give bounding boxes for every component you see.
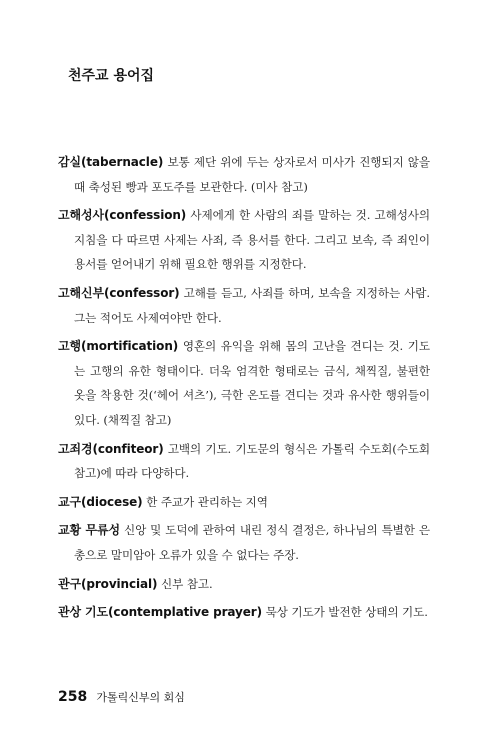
glossary-definition: 보통 제단 위에 두는 상자로서 미사가 진행되지 않을 때 축성된 빵과 포도주를 보관한다. (미사 참고) (74, 155, 430, 194)
glossary-definition: 묵상 기도가 발전한 상태의 기도. (262, 605, 428, 620)
glossary-definition: 영혼의 유익을 위해 몸의 고난을 견디는 것. 기도는 고행의 유한 형태이다. 더욱 엄격한 형태로는 금식, 채찍질, 불편한 옷을 착용한 것(‘헤어 셔츠’), 극한 온도를 견디는 것과 유사한 행위들이 있다. (채찍질 참고) (74, 339, 430, 427)
glossary-term: 감실(tabernacle) (58, 155, 164, 169)
glossary-definition: 신부 참고. (157, 576, 213, 591)
page-header-title: 천주교 용어집 (68, 68, 155, 84)
glossary-definition: 한 주교가 관리하는 지역 (142, 494, 268, 509)
glossary-definition: 사제에게 한 사람의 죄를 말하는 것. 고해성사의 지침을 다 따르면 사제는 사죄, 즉 용서를 한다. 그리고 보속, 즉 죄인이 용서를 얻어내기 위해 필요한 행위를 지정한다. (74, 208, 430, 272)
book-title: 가톨릭신부의 회심 (96, 691, 185, 704)
page-footer (58, 686, 185, 705)
glossary-term: 관구(provincial) (58, 576, 158, 591)
glossary-entry (58, 518, 430, 567)
glossary-definition: 신앙 및 도덕에 관하여 내린 정식 결정은, 하나님의 특별한 은총으로 말미암아 오류가 있을 수 없다는 주장. (74, 523, 430, 562)
glossary-entry (58, 490, 430, 515)
glossary-term: 교구(diocese) (58, 494, 143, 509)
glossary-term: 고해신부(confessor) (58, 285, 180, 300)
page-number: 258 (58, 689, 88, 705)
glossary-definition: 고해를 듣고, 사죄를 하며, 보속을 지정하는 사람. 그는 적어도 사제여야만 한다. (74, 285, 430, 325)
glossary-term: 고행(mortification) (58, 339, 179, 354)
glossary-definition: 고백의 기도. 기도문의 형식은 가톨릭 수도회(수도회 참고)에 따라 다양하다. (74, 441, 430, 481)
glossary-entry (58, 150, 430, 199)
glossary-entry (58, 281, 430, 330)
glossary-entry (58, 572, 430, 597)
glossary-entry (58, 600, 430, 625)
glossary-term: 교황 무류성 (58, 523, 120, 538)
glossary-list (58, 150, 430, 629)
glossary-entry (58, 437, 430, 486)
glossary-term: 고죄경(confiteor) (58, 441, 164, 456)
glossary-entry (58, 203, 430, 277)
glossary-entry (58, 334, 430, 432)
glossary-term: 관상 기도(contemplative prayer) (58, 605, 262, 620)
glossary-term: 고해성사(confession) (58, 208, 187, 223)
